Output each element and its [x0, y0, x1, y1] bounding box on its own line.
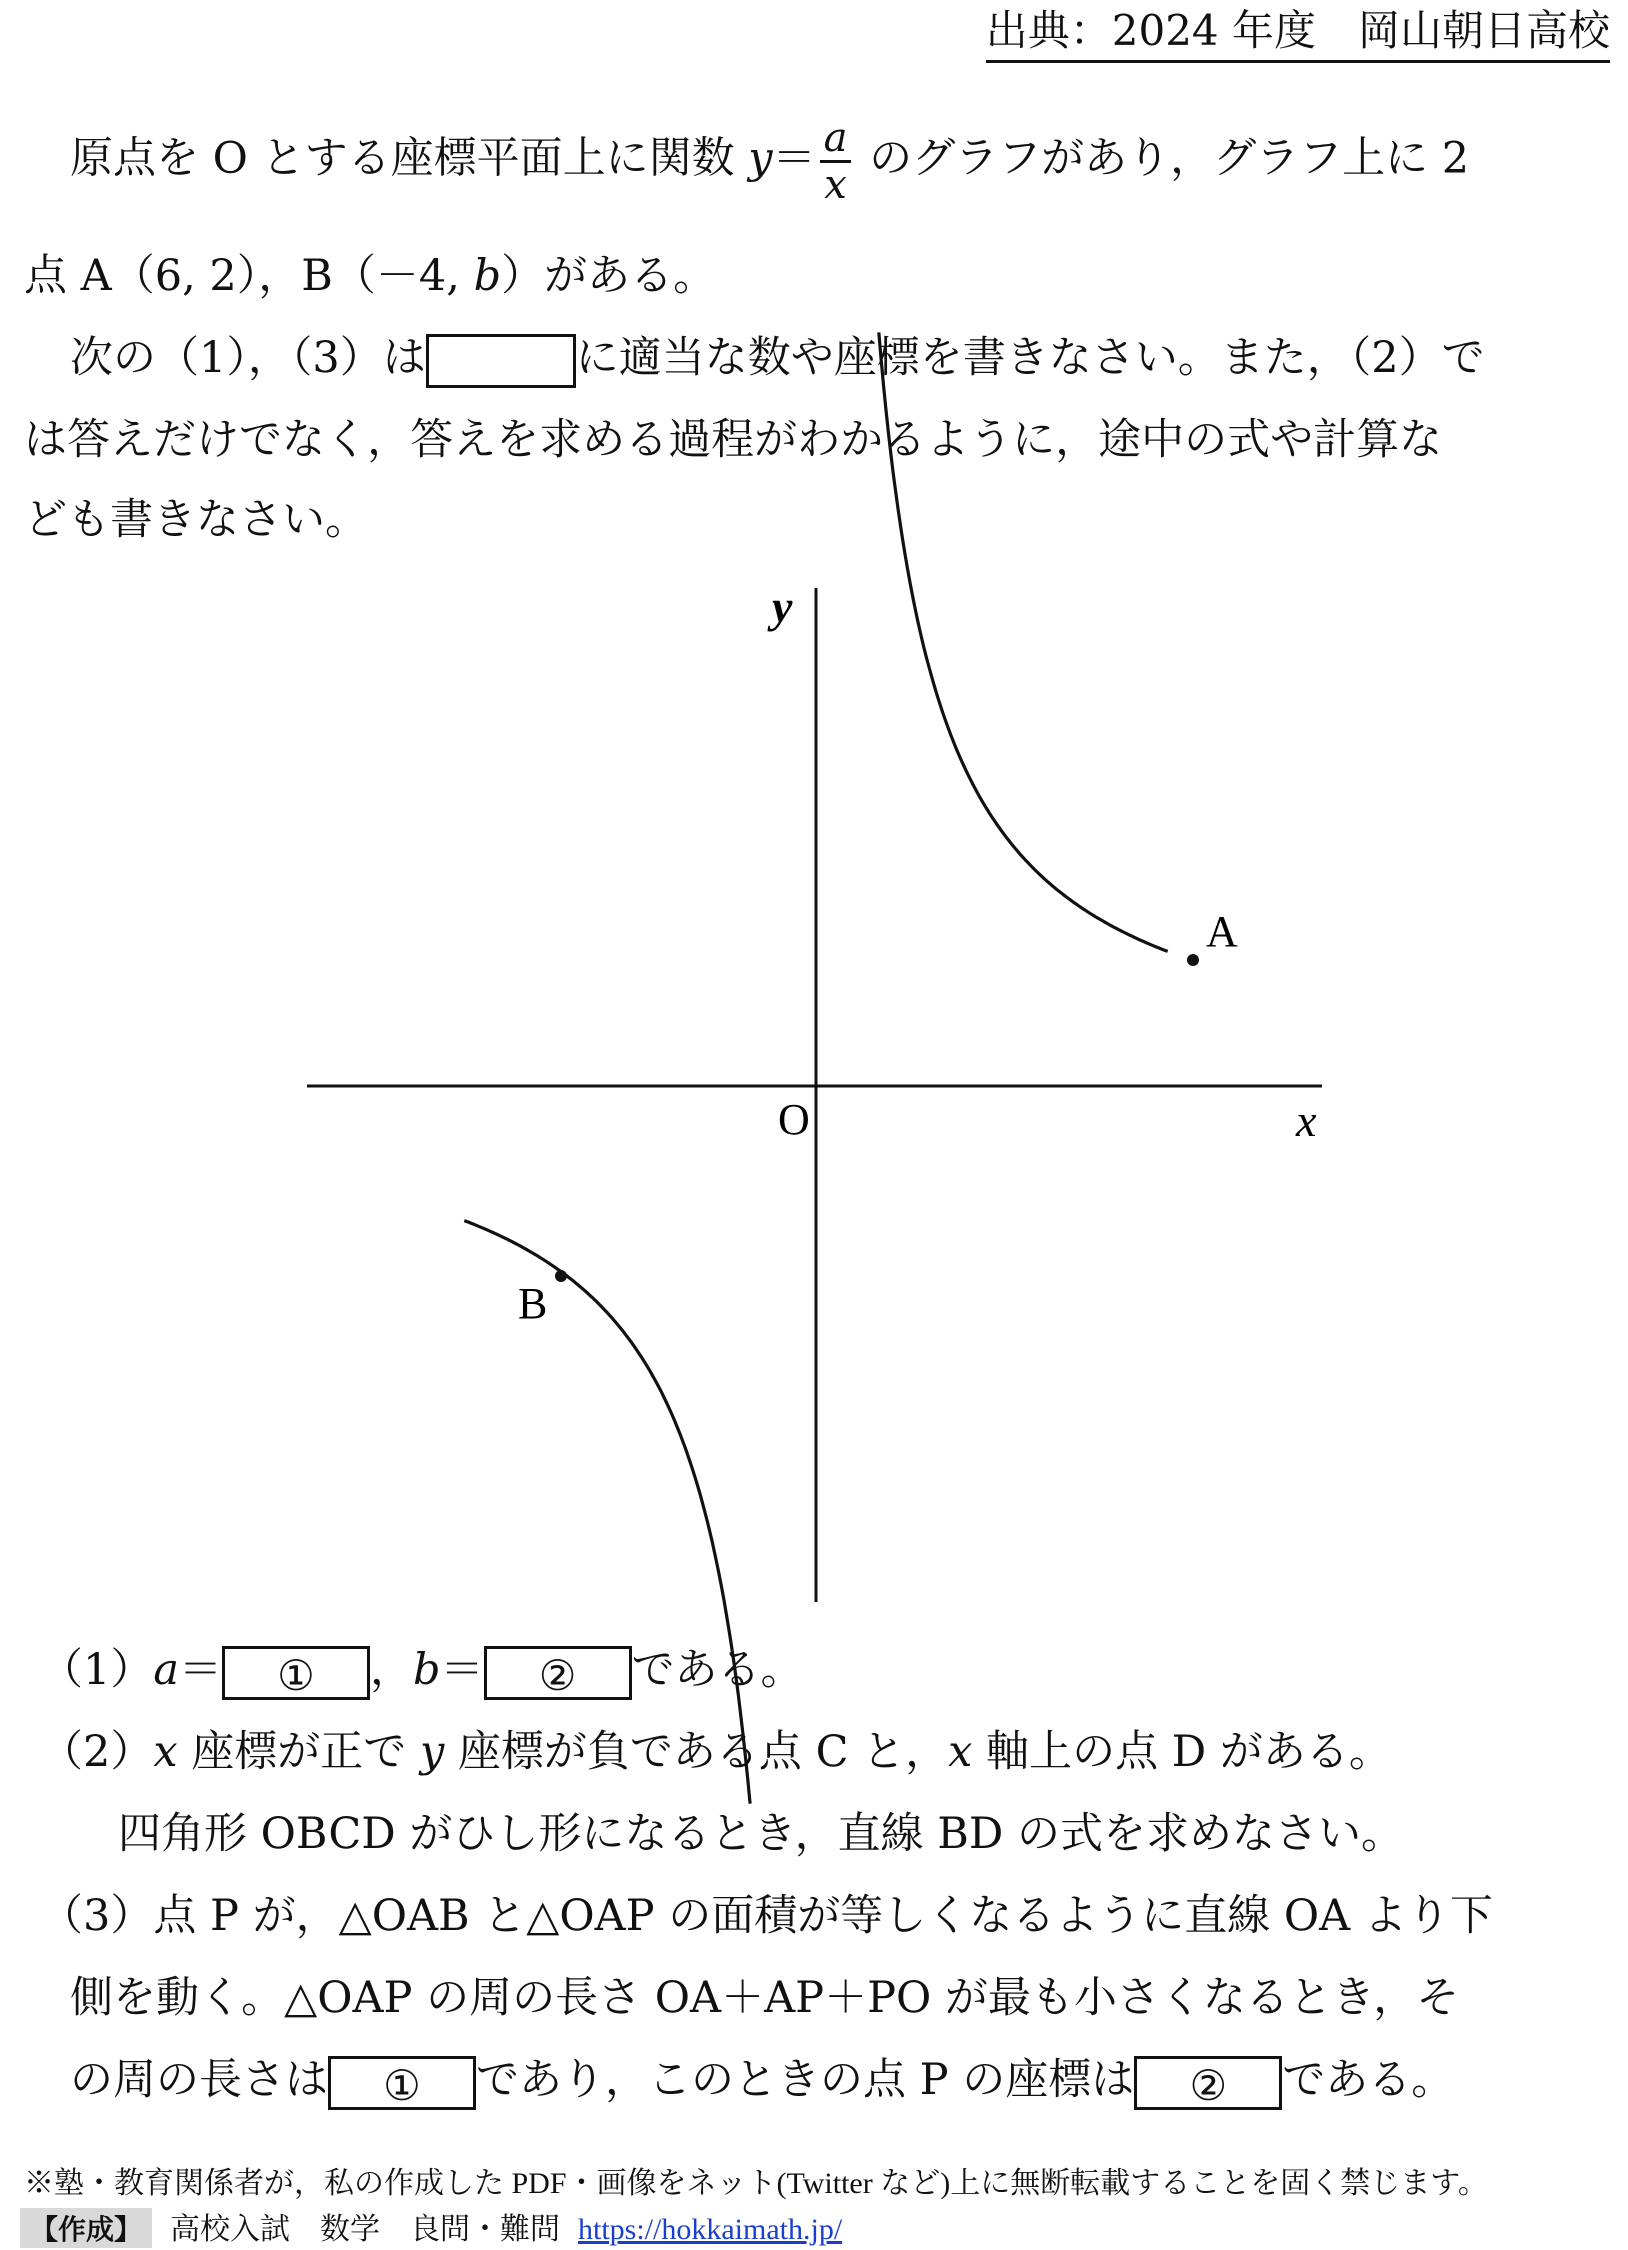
comma: ，: [370, 1645, 413, 1695]
question-2-line-2: 四角形 OBCD がひし形になるとき，直線 BD の式を求めなさい。: [118, 1809, 1405, 1859]
question-2-text: 座標が正で: [177, 1727, 420, 1777]
intro-text: 次の（1），（3）は: [70, 333, 426, 383]
question-2-text: 軸上の点 D がある。: [972, 1727, 1392, 1777]
x-variable: x: [153, 1727, 178, 1777]
question-1-number: （1）: [40, 1645, 154, 1695]
question-3-text: の周の長さは: [70, 2055, 328, 2105]
question-1: [40, 1640, 804, 1700]
question-3-text: 点 P が，△OAB と△OAP の面積が等しくなるように直線 OA より下: [153, 1891, 1493, 1941]
y-variable: y: [748, 133, 773, 184]
answer-box-1-2: ②: [484, 1646, 632, 1700]
fraction-numerator: a: [820, 118, 852, 163]
author-badge: 【作成】: [20, 2208, 152, 2248]
b-variable: b: [473, 251, 502, 301]
intro-text: に適当な数や座標を書きなさい。また，（2）で: [575, 333, 1485, 383]
intro-text: 点 A（6, 2），B（－4,: [24, 251, 474, 301]
equals-sign: ＝: [440, 1645, 484, 1695]
question-3-text: であり，このときの点 P の座標は: [476, 2055, 1135, 2105]
intro-text: 原点を O とする座標平面上に関数: [70, 133, 749, 184]
hyperbola-branch-third-quadrant: [464, 1221, 750, 1804]
intro-line-4: は答えだけでなく，答えを求める過程がわかるように，途中の式や計算な: [24, 415, 1443, 465]
source-label: 出典：2024 年度 岡山朝日高校: [986, 4, 1610, 63]
point-a-label: A: [1206, 907, 1238, 956]
question-2-number: （2）: [40, 1727, 154, 1777]
question-3-line-2: 側を動く。△OAP の周の長さ OA＋AP＋PO が最も小さくなるとき，そ: [70, 1973, 1460, 2023]
equals-sign: ＝: [179, 1645, 222, 1695]
question-2-line-1: [40, 1722, 1392, 1782]
origin-label: O: [778, 1095, 810, 1144]
answer-box-3-1: ①: [328, 2056, 476, 2110]
question-3-line-1: [40, 1886, 1493, 1946]
question-3-text: である。: [1282, 2055, 1455, 2105]
author-credit: [20, 2204, 842, 2248]
question-3-line-3: [70, 2050, 1454, 2110]
a-variable: a: [153, 1645, 179, 1695]
website-link[interactable]: https://hokkaimath.jp/: [578, 2213, 843, 2246]
x-variable: x: [948, 1727, 973, 1777]
hyperbola-branch-first-quadrant: [879, 332, 1168, 951]
question-1-tail: である。: [631, 1645, 804, 1695]
answer-box-1-1: ①: [222, 1646, 370, 1700]
question-3-number: （3）: [40, 1891, 154, 1941]
equals-sign: ＝: [772, 133, 816, 184]
intro-line-5: ども書きなさい。: [24, 495, 368, 545]
y-axis-label: y: [772, 581, 793, 632]
question-2-text: 座標が負である点 C と，: [444, 1727, 949, 1777]
fraction-denominator: x: [824, 162, 847, 208]
answer-box-3-2: ②: [1134, 2056, 1282, 2110]
b-variable: b: [413, 1645, 441, 1695]
copyright-notice: ※塾・教育関係者が，私の作成した PDF・画像をネット(Twitter など)上に無断転載することを固く禁じます。: [24, 2167, 1488, 2200]
credit-text: 高校入試 数学 良問・難問: [170, 2213, 561, 2246]
intro-text: ）がある。: [501, 251, 717, 301]
x-axis-label: x: [1296, 1095, 1317, 1146]
point-a-dot: [1187, 954, 1199, 966]
point-b-label: B: [518, 1279, 548, 1328]
intro-text: のグラフがあり，グラフ上に 2: [855, 133, 1470, 184]
y-variable: y: [419, 1727, 445, 1777]
point-b-dot: [555, 1270, 567, 1282]
